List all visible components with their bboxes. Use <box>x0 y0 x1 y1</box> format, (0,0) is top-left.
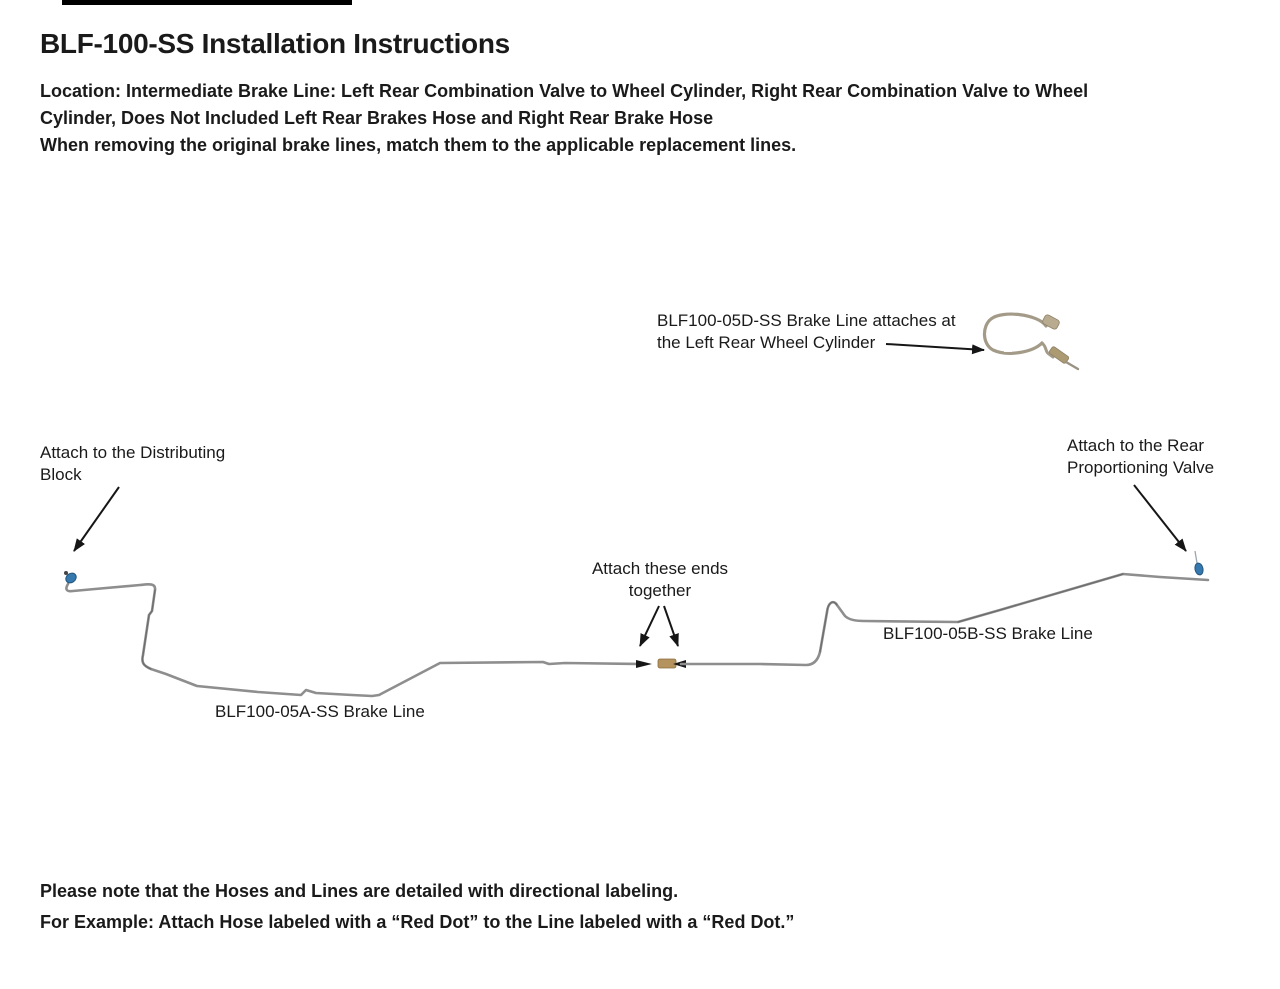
label-rear-valve-line-1: Attach to the Rear <box>1067 436 1205 455</box>
label-brake-line-05a: BLF100-05A-SS Brake Line <box>215 702 425 721</box>
location-line-1: Location: Intermediate Brake Line: Left Rear Combination Valve to Wheel Cylinder, Right Rear Combination Valve to Wheel <box>40 81 1089 101</box>
label-rear-proportioning-valve <box>1067 435 1214 479</box>
label-part-05d <box>657 310 956 354</box>
part-image-05d <box>984 314 1078 369</box>
label-rear-valve-line-2: Proportioning Valve <box>1067 458 1215 477</box>
arrow-to-distributing-block <box>74 487 119 551</box>
location-line-2: Cylinder, Does Not Included Left Rear Brakes Hose and Right Rear Brake Hose <box>40 108 714 128</box>
footer-note-line-2: For Example: Attach Hose labeled with a “Red Dot” to the Line labeled with a “Red Dot.” <box>40 912 795 932</box>
location-line-3: When removing the original brake lines, match them to the applicable replacement lines. <box>40 135 797 155</box>
label-distributing-line-1: Attach to the Distributing <box>40 443 226 462</box>
tube-shading-left <box>142 590 155 669</box>
page-title: BLF-100-SS Installation Instructions <box>40 28 510 59</box>
label-attach-ends <box>555 558 765 602</box>
arrow-to-rear-proportioning-valve <box>1134 485 1186 551</box>
label-brake-line-05b: BLF100-05B-SS Brake Line <box>883 624 1093 643</box>
label-part-05d-line-1: BLF100-05D-SS Brake Line attaches at <box>657 311 956 330</box>
brake-line-05a <box>66 584 639 696</box>
brass-fitting <box>658 659 676 668</box>
label-part-05d-line-2: the Left Rear Wheel Cylinder <box>657 333 876 352</box>
blue-fitting-right <box>1194 551 1204 576</box>
arrow-attach-ends-left <box>640 606 659 646</box>
joint-arrow-left <box>636 660 652 668</box>
label-attach-ends-line-1: Attach these ends <box>591 559 729 578</box>
blue-fitting-left <box>64 571 78 585</box>
label-attach-ends-line-2: together <box>628 581 692 600</box>
footer-note <box>40 876 794 938</box>
arrow-attach-ends-right <box>664 606 678 646</box>
label-distributing-line-2: Block <box>40 465 82 484</box>
label-distributing-block <box>40 442 225 486</box>
footer-note-line-1: Please note that the Hoses and Lines are detailed with directional labeling. <box>40 881 679 901</box>
